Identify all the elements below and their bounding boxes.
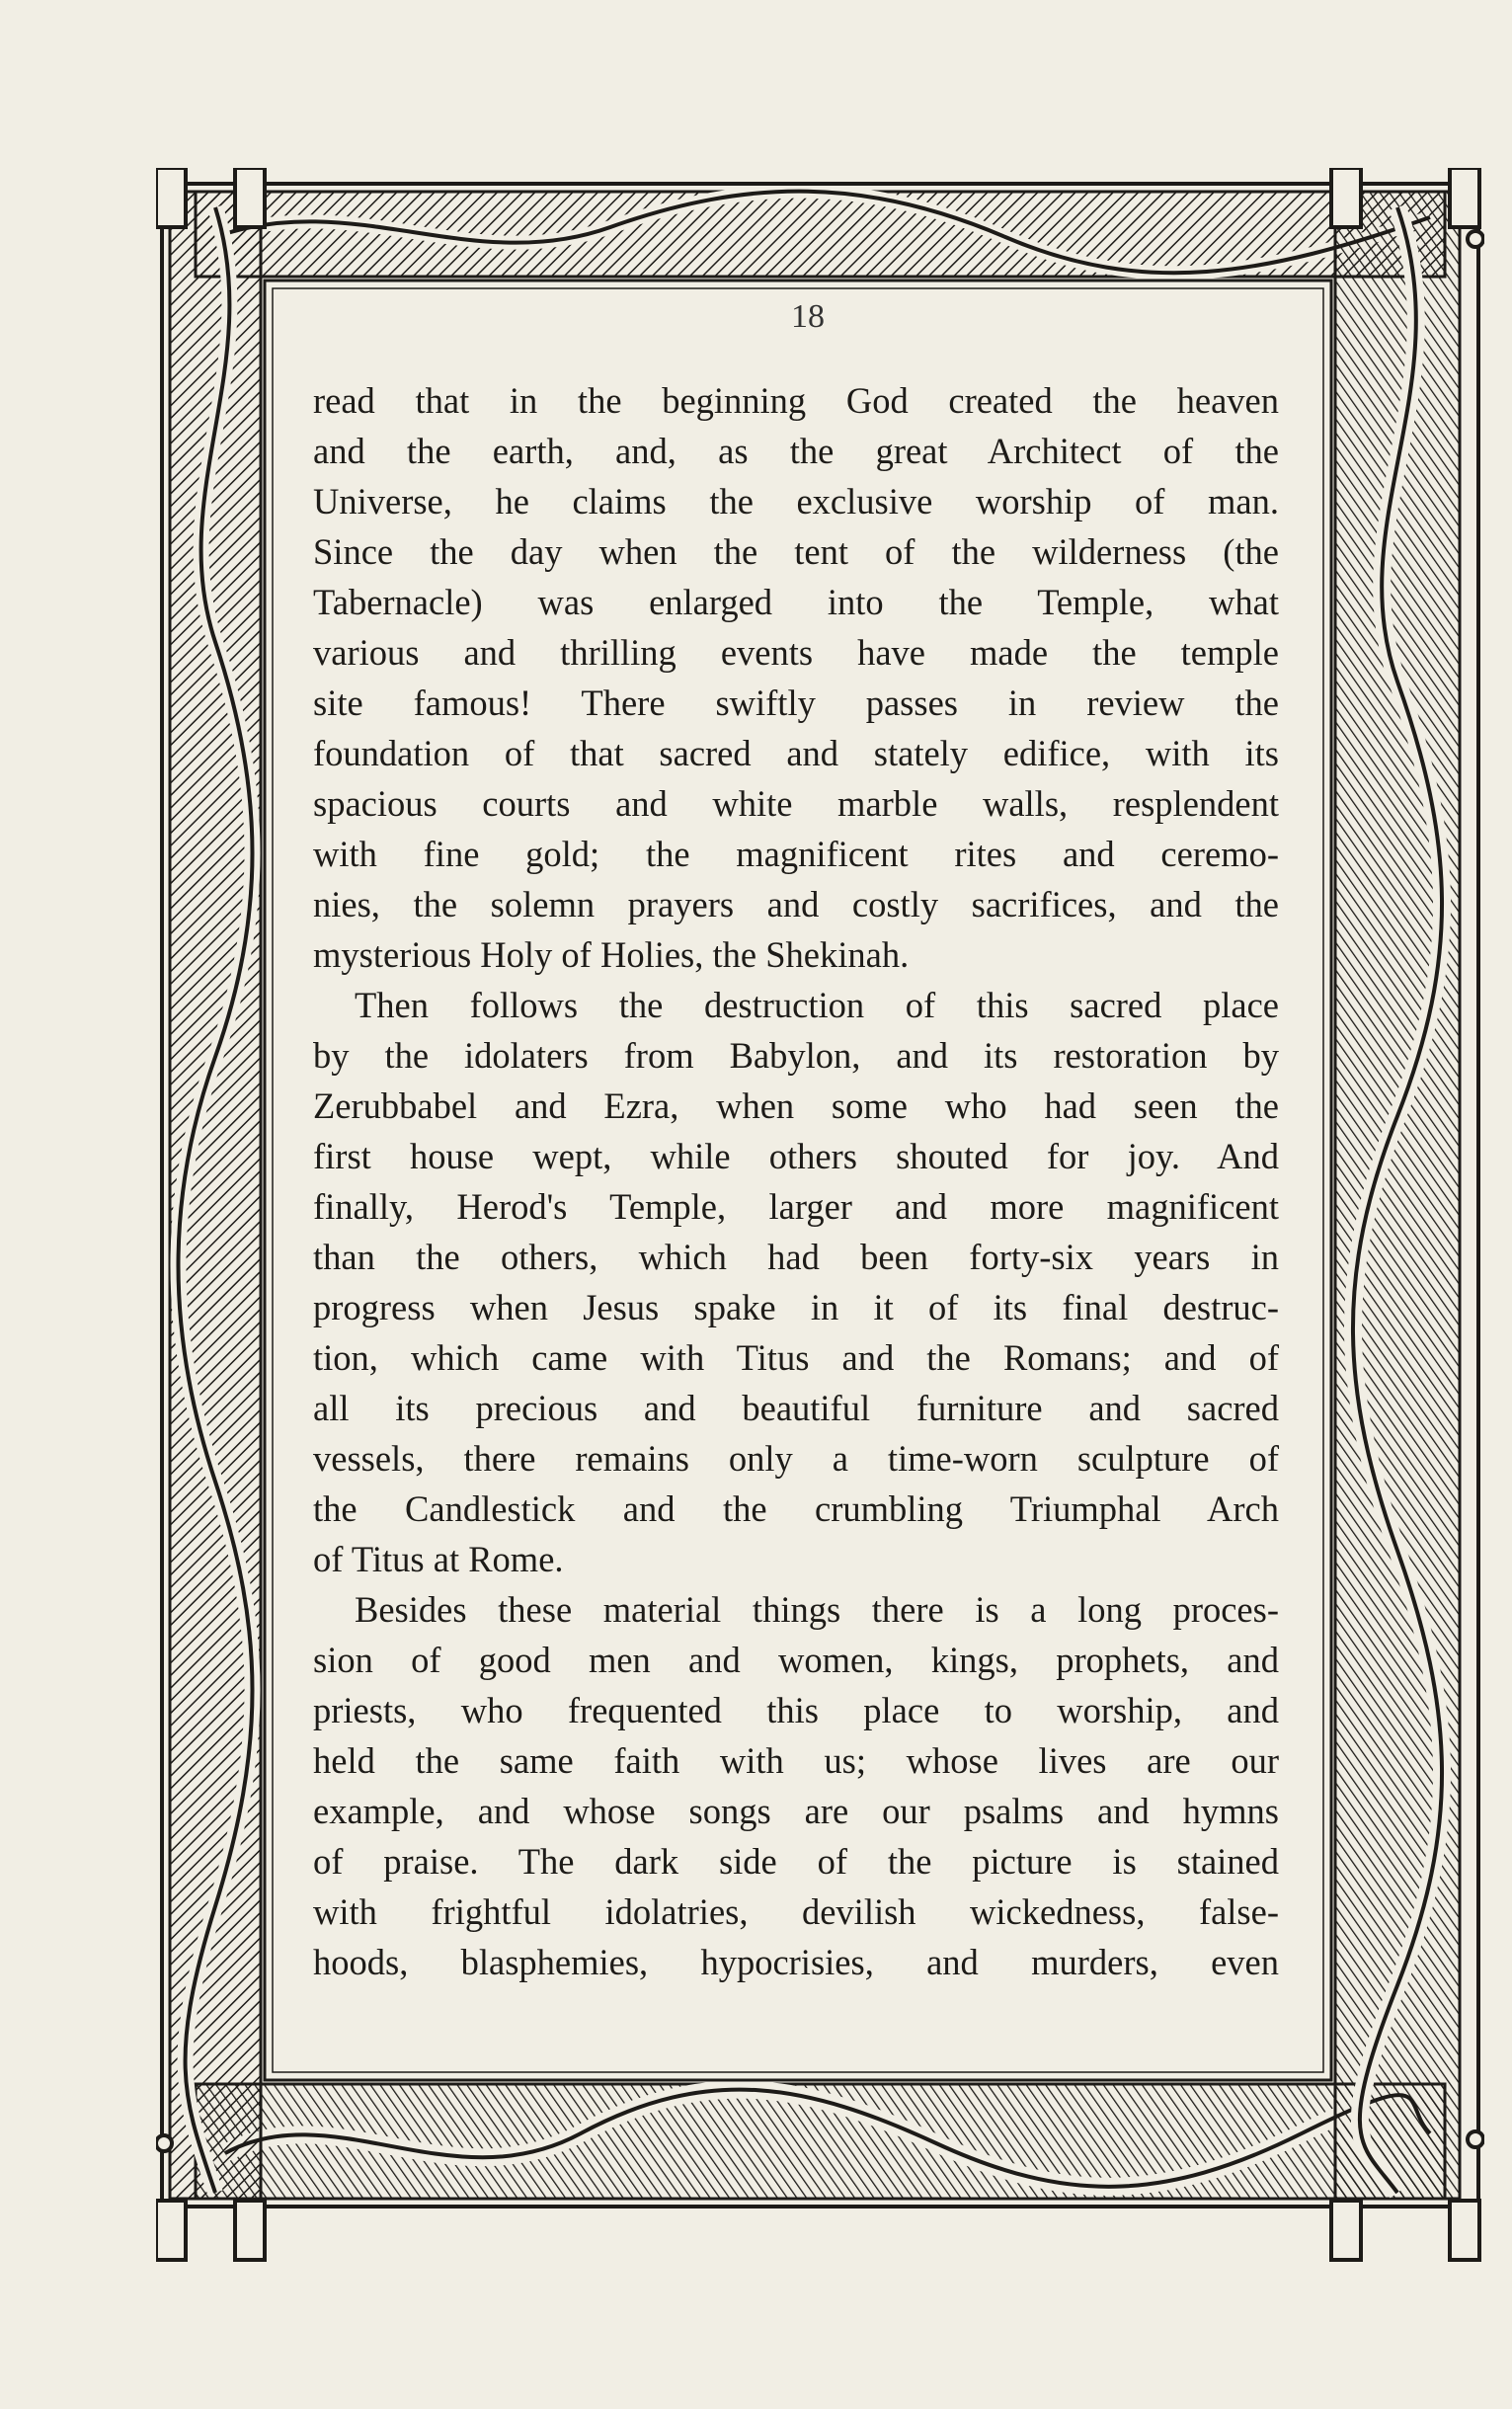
text-line: hoods, blasphemies, hypocrisies, and murders, even [313, 1942, 1279, 1982]
text-line: foundation of that sacred and stately edifice, with its [313, 733, 1279, 773]
text-line: priests, who frequented this place to worship, and [313, 1690, 1279, 1730]
text-line: held the same faith with us; whose lives are our [313, 1740, 1279, 1781]
text-line: progress when Jesus spake in it of its final destruc- [313, 1287, 1279, 1327]
page-number: 18 [791, 298, 825, 335]
text-line: site famous! There swiftly passes in review the [313, 683, 1279, 723]
text-line: various and thrilling events have made the temple [313, 632, 1279, 673]
paragraph-2 [313, 980, 1279, 1584]
paragraph-1 [313, 375, 1279, 980]
text-line: than the others, which had been forty-six years in [313, 1237, 1279, 1277]
text-line: vessels, there remains only a time-worn sculpture of [313, 1438, 1279, 1479]
paragraph-3 [313, 1584, 1279, 1987]
text-line: read that in the beginning God created the heaven [313, 380, 1279, 421]
text-line: nies, the solemn prayers and costly sacrifices, and the [313, 884, 1279, 924]
text-line: tion, which came with Titus and the Romans; and of [313, 1337, 1279, 1378]
body-text [313, 375, 1279, 1987]
text-line: Since the day when the tent of the wilderness (the [313, 531, 1279, 572]
text-line: spacious courts and white marble walls, resplendent [313, 783, 1279, 824]
text-line: example, and whose songs are our psalms and hymns [313, 1791, 1279, 1831]
text-line: Tabernacle) was enlarged into the Temple, what [313, 582, 1279, 622]
text-line: Zerubbabel and Ezra, when some who had seen the [313, 1085, 1279, 1126]
text-line: Besides these material things there is a long proces- [355, 1589, 1279, 1630]
text-line: the Candlestick and the crumbling Triumphal Arch [313, 1488, 1279, 1529]
text-line: with frightful idolatries, devilish wickedness, false- [313, 1891, 1279, 1932]
text-line: Universe, he claims the exclusive worship of man. [313, 481, 1279, 522]
text-line: all its precious and beautiful furniture and sacred [313, 1388, 1279, 1428]
text-line: sion of good men and women, kings, prophets, and [313, 1640, 1279, 1680]
text-line: of praise. The dark side of the picture is stained [313, 1841, 1279, 1882]
text-line: Then follows the destruction of this sacred place [355, 985, 1279, 1025]
text-line: and the earth, and, as the great Architect of the [313, 431, 1279, 471]
text-line: first house wept, while others shouted for joy. And [313, 1136, 1279, 1176]
text-line: with fine gold; the magnificent rites and ceremo- [313, 834, 1279, 874]
text-line: mysterious Holy of Holies, the Shekinah. [313, 934, 910, 975]
text-line: by the idolaters from Babylon, and its restoration by [313, 1035, 1279, 1076]
text-line: finally, Herod's Temple, larger and more magnificent [313, 1186, 1279, 1227]
text-line: of Titus at Rome. [313, 1539, 564, 1579]
